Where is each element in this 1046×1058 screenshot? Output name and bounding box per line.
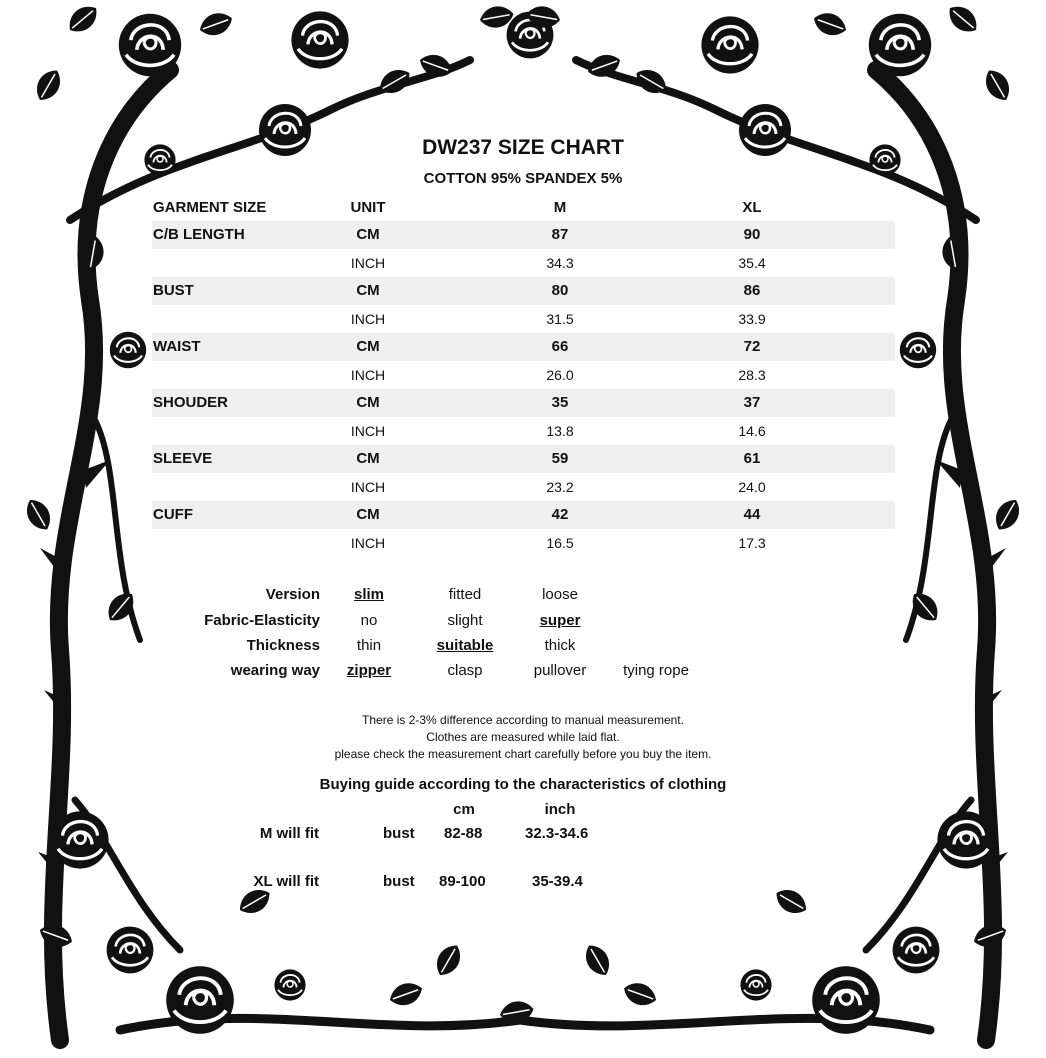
header-unit: UNIT [350, 199, 386, 216]
size-table [152, 195, 895, 557]
header-size-xl: XL [742, 199, 762, 216]
guide-header-inch: inch [544, 801, 576, 818]
table-row-inch [152, 361, 895, 389]
buying-guide-title: Buying guide according to the characteristics of clothing [319, 776, 727, 793]
value-xl: 35.4 [738, 255, 766, 271]
attribute-option: zipper [346, 662, 392, 679]
value-xl: 86 [743, 282, 761, 299]
guide-size-label: M will fit [259, 825, 319, 842]
unit-cell: CM [356, 506, 380, 523]
table-row-inch [152, 305, 895, 333]
table-row-cm [152, 445, 895, 473]
value-xl: 33.9 [738, 311, 766, 327]
unit-cell: INCH [350, 423, 386, 439]
value-xl: 28.3 [738, 367, 766, 383]
unit-cell: INCH [350, 255, 386, 271]
value-xl: 37 [743, 394, 761, 411]
attribute-label: Thickness [246, 637, 320, 654]
fabric-composition: COTTON 95% SPANDEX 5% [423, 170, 623, 187]
value-xl: 44 [743, 506, 761, 523]
attribute-option: slim [353, 586, 384, 603]
guide-part: bust [383, 873, 415, 890]
table-row-inch [152, 249, 895, 277]
guide-header-cm: cm [453, 801, 475, 818]
attribute-option: suitable [436, 637, 494, 654]
measure-label: C/B LENGTH [153, 226, 245, 243]
guide-part: bust [383, 825, 415, 842]
unit-cell: INCH [350, 535, 386, 551]
value-m: 66 [551, 338, 569, 355]
table-header-row [152, 195, 895, 221]
attribute-option: clasp [447, 662, 483, 679]
attribute-label: wearing way [230, 662, 320, 679]
table-row-inch [152, 473, 895, 501]
table-row-cm [152, 333, 895, 361]
attribute-option: loose [542, 586, 578, 603]
chart-title: DW237 SIZE CHART [422, 136, 624, 159]
value-m: 59 [551, 450, 569, 467]
table-row-cm [152, 277, 895, 305]
value-m: 35 [551, 394, 569, 411]
value-m: 42 [551, 506, 569, 523]
header-garment-size: GARMENT SIZE [153, 199, 267, 216]
value-m: 80 [551, 282, 569, 299]
value-xl: 61 [743, 450, 761, 467]
unit-cell: INCH [350, 311, 386, 327]
value-xl: 72 [743, 338, 761, 355]
note-line: There is 2-3% difference according to manual measurement. [362, 713, 684, 727]
attribute-option: thin [356, 637, 382, 654]
unit-cell: CM [356, 282, 380, 299]
attribute-option: fitted [448, 586, 482, 603]
value-xl: 24.0 [738, 479, 766, 495]
header-size-m: M [553, 199, 567, 216]
unit-cell: CM [356, 338, 380, 355]
table-row-inch [152, 417, 895, 445]
value-m: 26.0 [546, 367, 574, 383]
attribute-option: pullover [533, 662, 587, 679]
guide-inch-range: 32.3-34.6 [525, 825, 589, 842]
measure-label: SHOUDER [153, 394, 229, 411]
guide-cm-range: 89-100 [439, 873, 486, 890]
value-m: 23.2 [546, 479, 574, 495]
table-row-cm [152, 389, 895, 417]
measure-label: CUFF [153, 506, 193, 523]
value-m: 13.8 [546, 423, 574, 439]
guide-cm-range: 82-88 [444, 825, 483, 842]
value-xl: 90 [743, 226, 761, 243]
attribute-label: Fabric-Elasticity [204, 612, 320, 629]
unit-cell: INCH [350, 479, 386, 495]
note-line: Clothes are measured while laid flat. [426, 730, 620, 744]
measure-label: WAIST [153, 338, 201, 355]
attribute-option: tying rope [623, 662, 689, 679]
table-row-cm [152, 501, 895, 529]
value-m: 16.5 [546, 535, 574, 551]
measurement-notes [0, 712, 1046, 763]
guide-row-m [0, 825, 1046, 847]
unit-cell: INCH [350, 367, 386, 383]
table-row-cm [152, 221, 895, 249]
attribute-option: super [539, 612, 581, 629]
value-xl: 17.3 [738, 535, 766, 551]
value-m: 87 [551, 226, 569, 243]
table-row-inch [152, 529, 895, 557]
guide-row-xl [0, 873, 1046, 895]
measure-label: BUST [153, 282, 194, 299]
note-line: please check the measurement chart carefully before you buy the item. [334, 747, 712, 761]
value-xl: 14.6 [738, 423, 766, 439]
value-m: 31.5 [546, 311, 574, 327]
value-m: 34.3 [546, 255, 574, 271]
unit-cell: CM [356, 394, 380, 411]
measure-label: SLEEVE [153, 450, 213, 467]
guide-inch-range: 35-39.4 [532, 873, 583, 890]
attribute-label: Version [265, 586, 320, 603]
attribute-option: slight [447, 612, 483, 629]
attribute-option: thick [544, 637, 576, 654]
unit-cell: CM [356, 450, 380, 467]
attribute-option: no [360, 612, 378, 629]
unit-cell: CM [356, 226, 380, 243]
guide-size-label: XL will fit [253, 873, 319, 890]
